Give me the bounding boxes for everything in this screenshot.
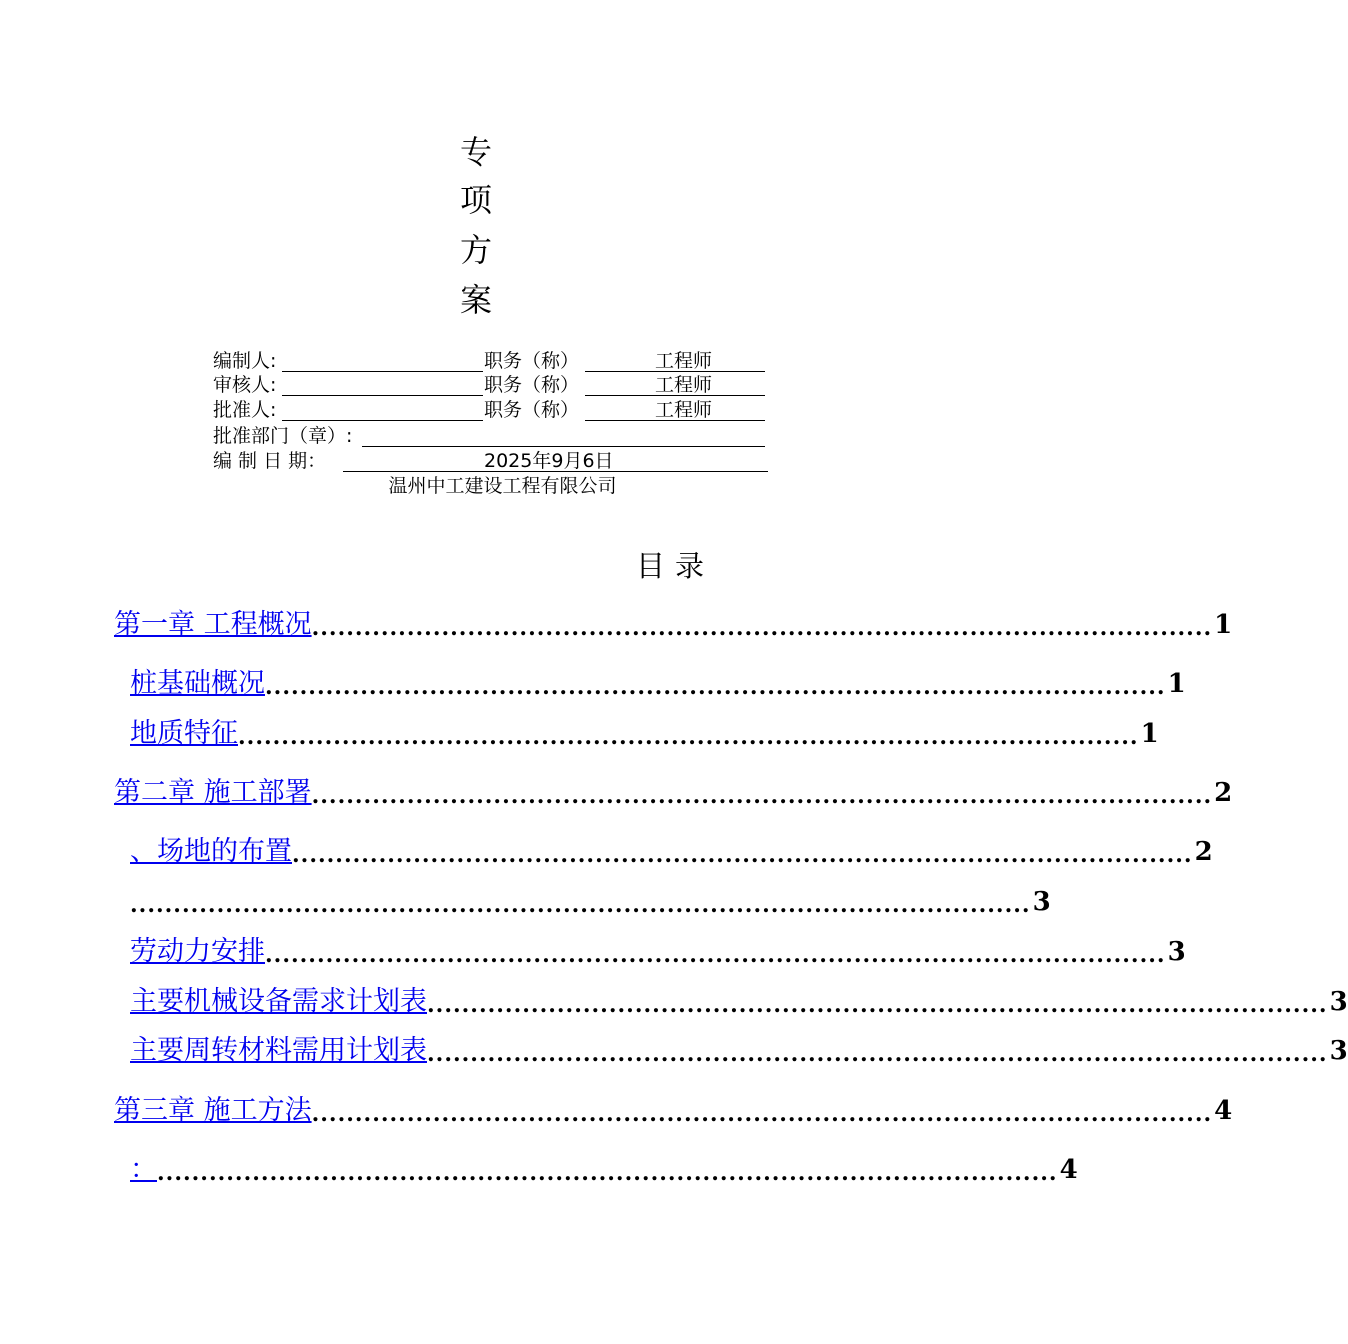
reviewer-line: [282, 373, 483, 396]
compiler-label: 编制人:: [213, 350, 277, 372]
toc-leader: ........................................................................................................: [157, 1160, 1058, 1186]
toc-page-number: 3: [1032, 887, 1051, 917]
approval-dept-label: 批准部门（章）:: [213, 425, 353, 447]
toc-entry[interactable]: [130, 1152, 1078, 1188]
date-value: 2025年9月6日: [484, 450, 614, 472]
toc-page-number: 2: [1194, 837, 1213, 867]
title-char: 案: [459, 281, 492, 319]
toc-entry[interactable]: [130, 884, 1051, 920]
toc-leader: ........................................................................................................: [292, 842, 1193, 868]
date-label: 编 制 日 期：: [213, 450, 327, 472]
approver-label: 批准人:: [213, 399, 277, 421]
toc-entry[interactable]: [130, 1033, 1348, 1069]
toc-entry[interactable]: [114, 1093, 1233, 1129]
compiler-position-value: 工程师: [655, 350, 713, 372]
toc-link[interactable]: 桩基础概况: [130, 668, 265, 699]
reviewer-position-value: 工程师: [655, 374, 713, 396]
toc-link[interactable]: 第三章 施工方法: [114, 1095, 312, 1126]
toc-link[interactable]: ：: [130, 1154, 157, 1185]
toc-page-number: 4: [1214, 1096, 1233, 1126]
toc-entry[interactable]: [114, 775, 1233, 811]
approver-line: [282, 398, 483, 421]
toc-page-number: 3: [1167, 937, 1186, 967]
reviewer-position-label: 职务（称）: [484, 374, 580, 396]
toc-leader: ........................................................................................................: [427, 1041, 1328, 1067]
compiler-position-label: 职务（称）: [484, 350, 580, 372]
title-char: 专: [459, 133, 492, 171]
toc-leader: ........................................................................................................: [427, 992, 1328, 1018]
toc-link[interactable]: 地质特征: [130, 718, 238, 749]
toc-link[interactable]: 第二章 施工部署: [114, 777, 312, 808]
toc-leader: ........................................................................................................: [265, 942, 1166, 968]
toc-entry[interactable]: [130, 716, 1159, 752]
approver-position-label: 职务（称）: [484, 399, 580, 421]
toc-leader: ........................................................................................................: [311, 783, 1213, 809]
approver-position-value: 工程师: [655, 399, 713, 421]
compiler-line: [282, 349, 483, 372]
toc-page-number: 4: [1059, 1155, 1078, 1185]
toc-link[interactable]: 第一章 工程概况: [114, 609, 312, 640]
toc-leader: ........................................................................................................: [311, 1101, 1213, 1127]
toc-leader: ........................................................................................................: [311, 615, 1213, 641]
toc-page-number: 2: [1214, 778, 1233, 808]
company-name: 温州中工建设工程有限公司: [388, 475, 617, 497]
toc-page-number: 1: [1214, 610, 1233, 640]
toc-page-number: 3: [1329, 1036, 1348, 1066]
reviewer-label: 审核人:: [213, 374, 277, 396]
toc-entry[interactable]: [130, 666, 1186, 702]
toc-link[interactable]: 劳动力安排: [130, 936, 265, 967]
toc-link[interactable]: 主要机械设备需求计划表: [130, 986, 427, 1017]
toc-page-number: 1: [1167, 669, 1186, 699]
toc-entry[interactable]: [130, 834, 1213, 870]
toc-leader: ........................................................................................................: [130, 892, 1031, 918]
approval-dept-line: [362, 424, 765, 447]
toc-entry[interactable]: [114, 607, 1233, 643]
toc-entry[interactable]: [130, 934, 1186, 970]
toc-page-number: 3: [1329, 987, 1348, 1017]
toc-entry[interactable]: [130, 984, 1348, 1020]
toc-link[interactable]: 主要周转材料需用计划表: [130, 1035, 427, 1066]
toc-title: 目录: [636, 549, 715, 583]
toc-leader: ........................................................................................................: [265, 674, 1166, 700]
toc-page-number: 1: [1140, 719, 1159, 749]
title-char: 项: [459, 181, 492, 219]
toc-link[interactable]: 、场地的布置: [130, 836, 292, 867]
toc-leader: ........................................................................................................: [238, 724, 1139, 750]
title-char: 方: [459, 231, 492, 269]
